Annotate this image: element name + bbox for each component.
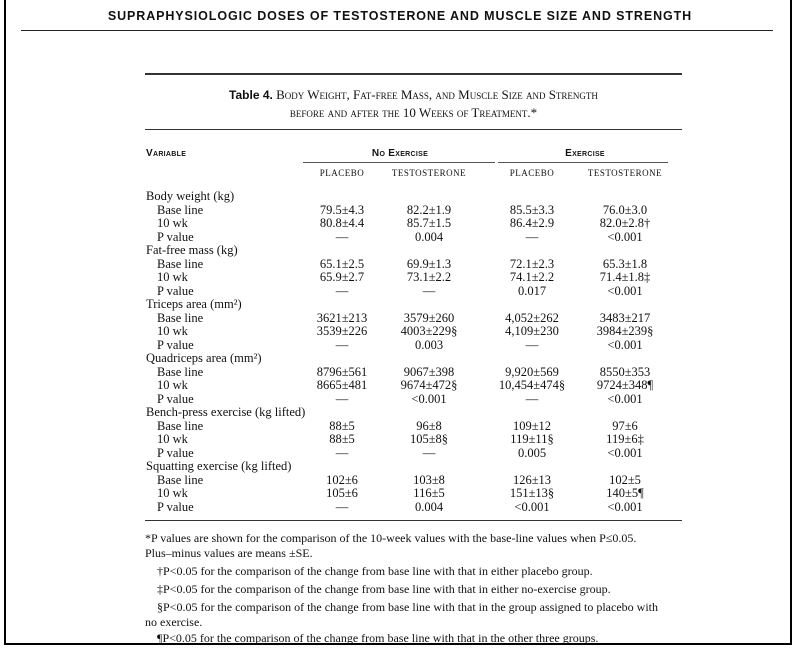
table-cell: 9674±472§ [400, 378, 458, 392]
table-cell: — [525, 391, 539, 406]
row-label: P value [157, 445, 194, 460]
variable-name: Bench-press exercise (kg lifted) [146, 405, 306, 419]
variable-group-row [0, 405, 800, 419]
variable-name: Fat-free mass (kg) [146, 243, 238, 257]
table-row [0, 419, 800, 433]
table-row [0, 500, 800, 514]
table-cell: 0.004 [414, 229, 444, 244]
row-label: 10 wk [157, 378, 188, 392]
table-cell: — [422, 283, 436, 298]
placebo-header-no-exercise: PLACEBO [319, 168, 365, 178]
table-cell: 119±11§ [510, 432, 554, 446]
row-label: 10 wk [157, 324, 188, 338]
no-exercise-header: No Exercise [371, 148, 429, 159]
table-row [0, 446, 800, 460]
table-cell: 3984±239§ [596, 324, 654, 338]
variable-header: Variable [146, 148, 187, 159]
table-cell: 69.9±1.3 [406, 256, 452, 271]
table-cell: — [525, 229, 539, 244]
row-label: 10 wk [157, 486, 188, 500]
table-label: Table 4. [229, 88, 273, 102]
table-cell: 151±13§ [509, 486, 555, 500]
table-cell: 8550±353 [599, 364, 651, 379]
table-cell: <0.001 [607, 337, 643, 352]
row-label: P value [157, 391, 194, 406]
row-label: Base line [157, 310, 204, 325]
table-cell: — [335, 337, 349, 352]
table-cell: 73.1±2.2 [406, 270, 452, 284]
testosterone-header-exercise: TESTOSTERONE [587, 168, 663, 178]
variable-name: Triceps area (mm²) [146, 297, 242, 311]
running-head: SUPRAPHYSIOLOGIC DOSES OF TESTOSTERONE AND MUSCLE SIZE AND STRENGTH [107, 9, 693, 23]
table-cell: 76.0±3.0 [602, 202, 648, 217]
table-cell: <0.001 [607, 229, 643, 244]
table-cell: 0.017 [517, 283, 547, 298]
table-cell: 102±5 [609, 472, 641, 487]
table-cell: 85.5±3.3 [509, 202, 555, 217]
row-label: P value [157, 499, 194, 514]
table-cell: 72.1±2.3 [509, 256, 555, 271]
table-cell: 0.003 [414, 337, 444, 352]
no-exercise-rule [303, 162, 495, 163]
table-top-rule [145, 73, 682, 75]
footnote: †P<0.05 for the comparison of the change from base line with that in either placebo group. [157, 564, 593, 578]
row-label: Base line [157, 418, 204, 433]
exercise-rule [498, 162, 668, 163]
table-cell: 3539±226 [316, 324, 368, 338]
table-cell: <0.001 [607, 391, 643, 406]
table-row [0, 378, 800, 392]
exercise-header: Exercise [565, 148, 605, 159]
row-label: 10 wk [157, 432, 188, 446]
footnote: ‡P<0.05 for the comparison of the change from base line with that in either no-exercise group. [157, 582, 611, 596]
table-cell: 10,454±474§ [498, 378, 566, 392]
row-label: P value [157, 229, 194, 244]
table-title-line-2: before and after the 10 Weeks of Treatment.* [289, 105, 538, 120]
table-row [0, 486, 800, 500]
table-row [0, 392, 800, 406]
table-cell: — [525, 337, 539, 352]
table-cell: 71.4±1.8‡ [599, 270, 651, 284]
table-cell: 74.1±2.2 [509, 270, 555, 284]
table-cell: 4003±229§ [400, 324, 458, 338]
header-rule [21, 30, 773, 31]
table-row [0, 257, 800, 271]
table-bottom-rule [145, 520, 682, 521]
table-cell: 140±5¶ [606, 486, 644, 500]
table-cell: 65.1±2.5 [319, 256, 365, 271]
row-label: P value [157, 283, 194, 298]
table-cell: 0.005 [517, 445, 547, 460]
table-row [0, 284, 800, 298]
table-cell: 4,109±230 [505, 324, 559, 338]
table-cell: 9,920±569 [505, 364, 559, 379]
row-label: Base line [157, 364, 204, 379]
table-row [0, 365, 800, 379]
row-label: P value [157, 337, 194, 352]
table-cell: 88±5 [329, 418, 355, 433]
table-cell: 9724±348¶ [596, 378, 654, 392]
table-caption [145, 86, 682, 121]
row-label: Base line [157, 256, 204, 271]
table-row [0, 432, 800, 446]
table-cell: 86.4±2.9 [509, 216, 555, 230]
table-cell: 102±6 [326, 472, 358, 487]
footnote: §P<0.05 for the comparison of the change from base line with that in the group assigned to placebo with no exercise. [145, 600, 658, 629]
table-cell: 82.2±1.9 [406, 202, 452, 217]
variable-group-row [0, 351, 800, 365]
table-cell: — [335, 391, 349, 406]
table-title-line-1: Body Weight, Fat-free Mass, and Muscle Size and Strength [276, 87, 598, 102]
table-cell: 8665±481 [316, 378, 368, 392]
table-row [0, 338, 800, 352]
table-row [0, 216, 800, 230]
table-cell: 8796±561 [316, 364, 368, 379]
table-cell: 85.7±1.5 [406, 216, 452, 230]
variable-name: Body weight (kg) [146, 189, 235, 203]
variable-group-row [0, 459, 800, 473]
placebo-header-exercise: PLACEBO [509, 168, 555, 178]
table-cell: — [335, 499, 349, 514]
table-cell: 0.004 [414, 499, 444, 514]
table-row [0, 203, 800, 217]
table-cell: 9067±398 [403, 364, 455, 379]
table-cell: — [335, 283, 349, 298]
table-row [0, 473, 800, 487]
table-cell: 105±8§ [409, 432, 449, 446]
table-cell: <0.001 [607, 499, 643, 514]
table-cell: <0.001 [514, 499, 550, 514]
table-cell: — [335, 229, 349, 244]
table-cell: 3621±213 [316, 310, 368, 325]
table-row [0, 230, 800, 244]
caption-rule [145, 129, 682, 130]
table-cell: 116±5 [413, 486, 445, 500]
table-cell: — [422, 445, 436, 460]
table-cell: 109±12 [512, 418, 552, 433]
testosterone-header-no-exercise: TESTOSTERONE [391, 168, 467, 178]
table-cell: 79.5±4.3 [319, 202, 365, 217]
table-cell: 105±6 [326, 486, 358, 500]
table-cell: 103±8 [413, 472, 445, 487]
table-cell: 3579±260 [403, 310, 455, 325]
table-cell: 119±6‡ [606, 432, 644, 446]
variable-group-row [0, 189, 800, 203]
table-cell: <0.001 [607, 283, 643, 298]
table-cell: 88±5 [329, 432, 355, 446]
table-cell: 82.0±2.8† [599, 216, 651, 230]
table-cell: 4,052±262 [505, 310, 559, 325]
table-cell: — [335, 445, 349, 460]
table-row [0, 270, 800, 284]
footnote: *P values are shown for the comparison of the 10-week values with the base-line values when P≤0.05. Plus–minus values are means ±SE. [145, 531, 637, 560]
row-label: 10 wk [157, 270, 188, 284]
variable-group-row [0, 297, 800, 311]
table-cell: 3483±217 [599, 310, 651, 325]
row-label: 10 wk [157, 216, 188, 230]
footnote: ¶P<0.05 for the comparison of the change from base line with that in the other three groups. [157, 631, 599, 645]
table-cell: 126±13 [512, 472, 552, 487]
table-cell: 65.9±2.7 [319, 270, 365, 284]
table-row [0, 311, 800, 325]
row-label: Base line [157, 202, 204, 217]
variable-group-row [0, 243, 800, 257]
table-cell: 96±8 [416, 418, 442, 433]
variable-name: Quadriceps area (mm²) [146, 351, 262, 365]
variable-name: Squatting exercise (kg lifted) [146, 459, 292, 473]
table-cell: 97±6 [612, 418, 638, 433]
table-cell: 65.3±1.8 [602, 256, 648, 271]
table-cell: <0.001 [607, 445, 643, 460]
table-cell: <0.001 [411, 391, 447, 406]
table-cell: 80.8±4.4 [319, 216, 365, 230]
table-row [0, 324, 800, 338]
row-label: Base line [157, 472, 204, 487]
